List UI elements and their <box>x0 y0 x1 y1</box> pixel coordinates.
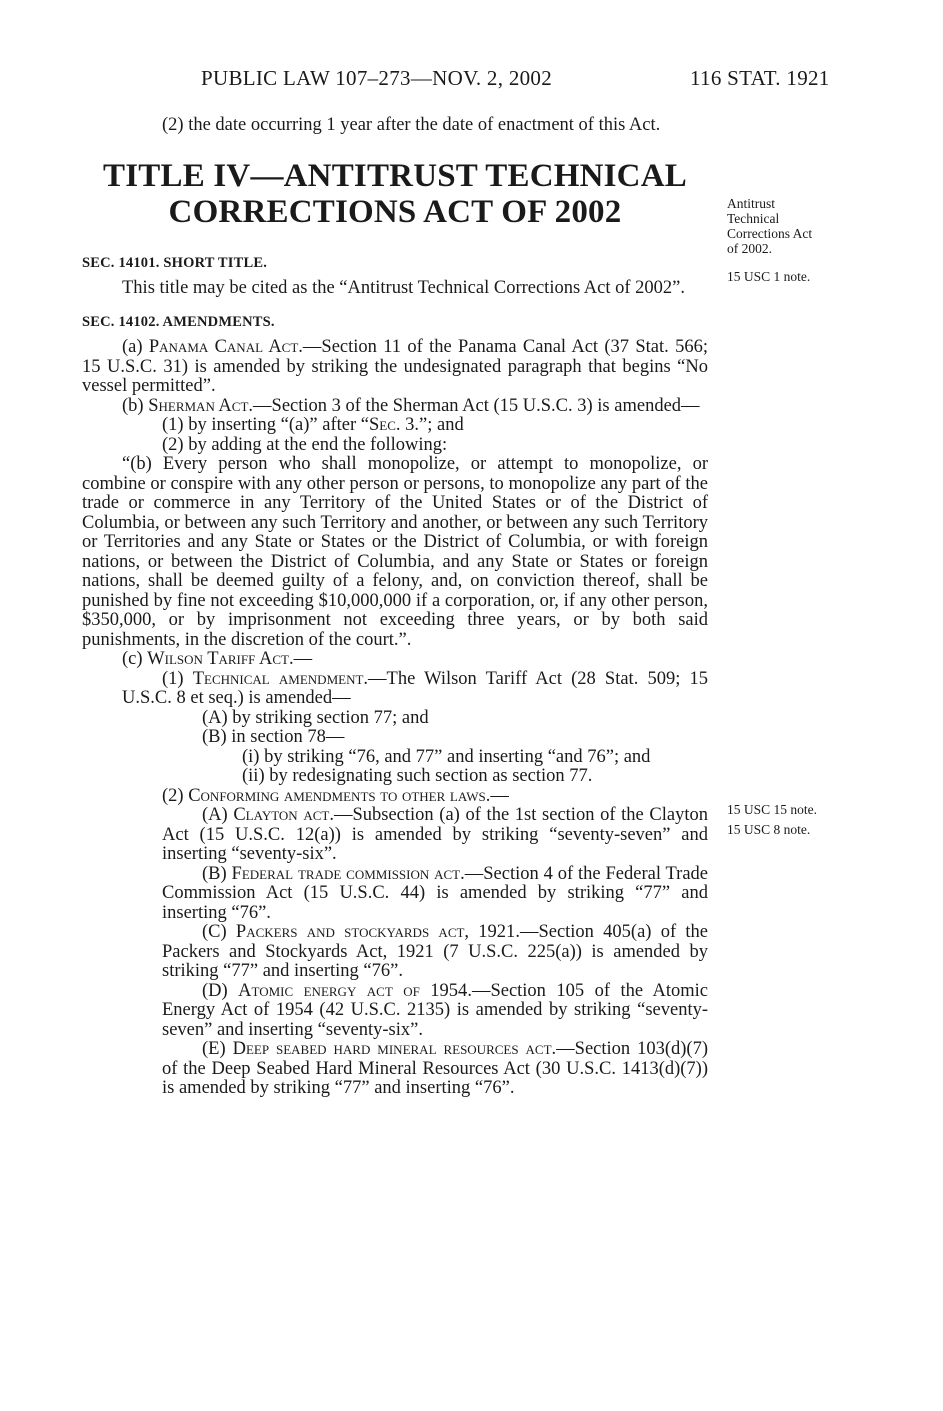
paragraph-c2A-label: (A) <box>202 805 234 825</box>
title-line-1: TITLE IV—ANTITRUST TECHNICAL <box>103 157 687 194</box>
paragraph-c1-heading: Technical amendment <box>192 668 364 689</box>
paragraph-c2A-heading: Clayton act <box>233 805 330 825</box>
paragraph-c <box>82 650 708 670</box>
paragraph-b-text: .—Section 3 of the Sherman Act (15 U.S.C. 3) is amended— <box>248 395 700 416</box>
title-heading <box>82 158 708 230</box>
margin-note-line: of 2002. <box>727 241 772 256</box>
paragraph-a-heading: Panama Canal Act <box>148 337 299 357</box>
paragraph-c2E <box>82 1040 708 1099</box>
paragraph-b1-post: . 3.”; and <box>395 415 464 435</box>
paragraph-c2A <box>82 806 708 865</box>
paragraph-c1A: (A) by striking section 77; and <box>202 707 429 728</box>
paragraph-b1 <box>82 416 708 436</box>
paragraph-b1-sec: Sec <box>369 415 396 435</box>
body-text <box>82 116 708 1099</box>
paragraph-c2 <box>82 787 708 807</box>
intro-paragraph: (2) the date occurring 1 year after the date of enactment of this Act. <box>162 115 661 135</box>
paragraph-c2D-label: (D) <box>202 980 239 1001</box>
quoted-subsection-b: “(b) Every person who shall monopolize, or attempt to monopolize, or combine or conspire with any other person or persons, to monopolize any part of the trade or commerce in any Territory of the United States or of the District of Columbia, or between any such Territory and another, or between any such Territory or Territories and any State or States or the District of Columbia, or with foreign nations, or between the District of Columbia, and any State or States or foreign nations, shall be deemed guilty of a felony, and, on conviction thereof, shall be punished by fine not exceeding $10,000,000 if a corporation, or, if any other person, $350,000, or by imprisonment not exceeding three years, or by both said punishments, in the discretion of the court.”. <box>82 454 708 650</box>
paragraph-c2D <box>82 982 708 1041</box>
paragraph-c2E-text: .—Section 103(d)(7) of the Deep Seabed Hard Mineral Resources Act (30 U.S.C. 1413(d)(7)) is amended by striking “77” and inserting “76”. <box>162 1039 709 1098</box>
margin-note-line: Technical <box>727 211 780 226</box>
paragraph-c1Bi: (i) by striking “76, and 77” and inserting “and 76”; and <box>242 746 651 767</box>
paragraph-a <box>82 338 708 397</box>
paragraph-c1B: (B) in section 78— <box>202 727 345 747</box>
margin-note-line: Antitrust <box>727 196 776 211</box>
paragraph-c-heading: Wilson Tariff Act <box>147 649 289 669</box>
margin-note-act-name <box>727 196 867 256</box>
paragraph-c2A-text: .—Subsection (a) of the 1st section of the Clayton Act (15 U.S.C. 12(a)) is amended by striking “seventy-seven” and inserting “seventy-six”. <box>162 805 708 864</box>
paragraph-c-tail: .— <box>288 649 313 669</box>
paragraph-b-heading: Sherman Act <box>148 395 249 416</box>
paragraph-c2B-label: (B) <box>202 863 232 884</box>
paragraph-c-label: (c) <box>122 649 148 669</box>
paragraph-c2B-text: .—Section 4 of the Federal Trade Commission Act (15 U.S.C. 44) is amended by striking “77” and inserting “76”. <box>162 863 709 923</box>
margin-note-line: Corrections Act <box>727 226 813 241</box>
margin-note-15-usc-1: 15 USC 1 note. <box>727 269 811 284</box>
paragraph-b-label: (b) <box>122 395 149 416</box>
paragraph-c1-text: .—The Wilson Tariff Act (28 Stat. 509; 15 U.S.C. 8 et seq.) is amended— <box>122 668 709 708</box>
paragraph-b <box>82 397 708 417</box>
section-heading-14101: SEC. 14101. SHORT TITLE. <box>82 254 268 271</box>
margin-note-15-usc-15: 15 USC 15 note. <box>727 802 818 817</box>
paragraph-c2-tail: .— <box>485 785 509 806</box>
paragraph-c2D-text: .—Section 105 of the Atomic Energy Act of 1954 (42 U.S.C. 2135) is amended by striking “seventy-seven” and inserting “seventy-six”. <box>162 980 708 1040</box>
paragraph-a-text: .—Section 11 of the Panama Canal Act (37 Stat. 566; 15 U.S.C. 31) is amended by striking the undesignated paragraph that begins “No vessel permitted”. <box>82 337 708 396</box>
running-header-right: 116 STAT. 1921 <box>690 66 830 90</box>
short-title-text: This title may be cited as the “Antitrust Technical Corrections Act of 2002”. <box>122 278 685 298</box>
title-line-2: CORRECTIONS ACT OF 2002 <box>168 193 622 230</box>
paragraph-c2-label: (2) <box>162 785 189 806</box>
paragraph-c2E-label: (E) <box>202 1039 233 1059</box>
running-header-left: PUBLIC LAW 107–273—NOV. 2, 2002 <box>201 66 553 90</box>
paragraph-b1-pre: (1) by inserting “(a)” after “ <box>162 415 369 435</box>
paragraph-b2: (2) by adding at the end the following: <box>162 434 448 455</box>
paragraph-c1 <box>82 670 708 709</box>
paragraph-c2D-heading: Atomic energy act of 1954 <box>238 980 468 1001</box>
margin-note-15-usc-8: 15 USC 8 note. <box>727 822 811 837</box>
section-heading-14102: SEC. 14102. AMENDMENTS. <box>82 313 275 330</box>
paragraph-c1Bii: (ii) by redesignating such section as section 77. <box>242 766 593 786</box>
paragraph-c2B-heading: Federal trade commission act <box>231 863 461 884</box>
paragraph-c2E-heading: Deep seabed hard mineral resources act <box>232 1039 552 1059</box>
paragraph-c2C-label: (C) <box>202 922 236 942</box>
paragraph-c2B <box>82 865 708 924</box>
paragraph-c2C-text: .—Section 405(a) of the Packers and Stockyards Act, 1921 (7 U.S.C. 225(a)) is amended by striking “77” and inserting “76”. <box>162 922 708 981</box>
paragraph-c1-label: (1) <box>162 668 193 689</box>
paragraph-a-label: (a) <box>122 337 149 357</box>
paragraph-c2C-heading: Packers and stockyards act, 1921 <box>235 922 516 942</box>
paragraph-c2C <box>82 923 708 982</box>
paragraph-c2-heading: Conforming amendments to other laws <box>188 785 486 806</box>
